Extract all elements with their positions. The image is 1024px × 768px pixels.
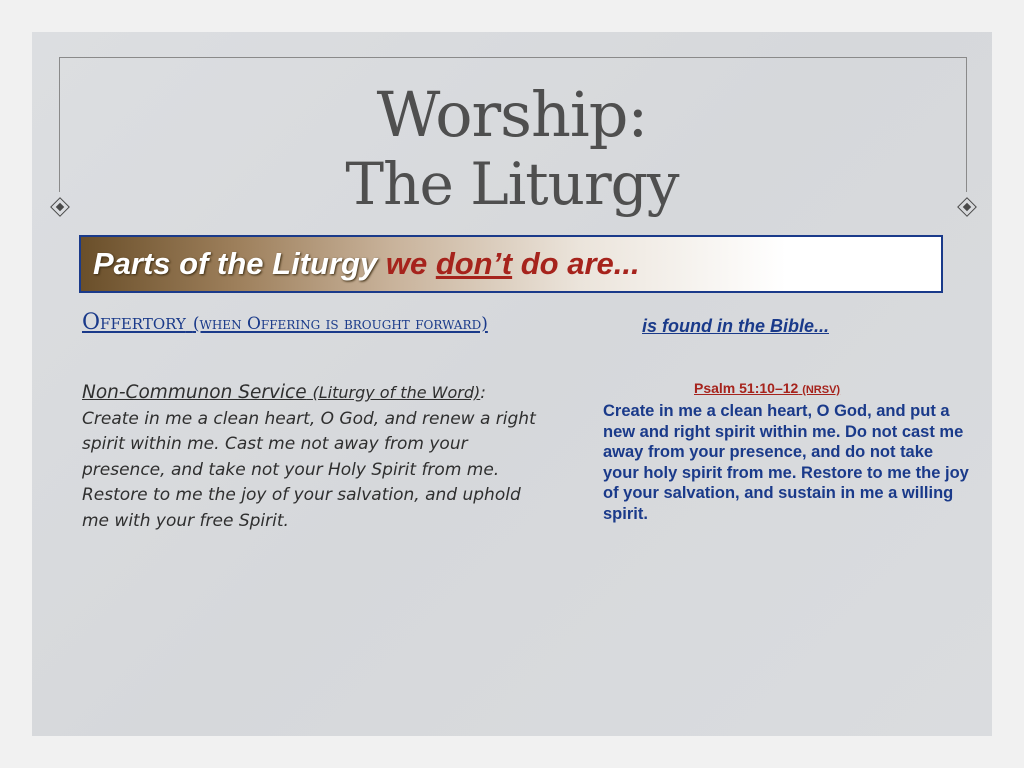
found-in-bible-label: is found in the Bible... (642, 316, 829, 336)
offertory-title: Offertory (82, 310, 186, 335)
banner-text-part4: do are... (520, 246, 640, 281)
frame-top-line (59, 57, 967, 58)
banner-text-part3: don’t (435, 246, 513, 281)
psalm-text: Create in me a clean heart, O God, and put a new and right spirit within me. Do not cast me away from your presence, and do not take your holy spirit from me. Restore to me the joy of your salvation, and sustain in me a willing spirit. (603, 402, 969, 523)
slide-subtitle: The Liturgy (345, 150, 679, 218)
banner-text-part1: Parts of the Liturgy (93, 246, 378, 281)
liturgy-heading (82, 382, 480, 403)
offertory-heading (82, 310, 488, 335)
psalm-reference-text: Psalm 51:10–12 (694, 380, 799, 396)
slide-title: Worship: (376, 78, 648, 151)
psalm-reference (694, 380, 840, 396)
liturgy-heading-sub: (Liturgy of the Word) (312, 383, 481, 402)
liturgy-body: Create in me a clean heart, O God, and renew a right spirit within me. Cast me not away from your presence, and take not your Holy Spirit from me. Restore to me the joy of your salvation, and uphold me with your free Spirit. (82, 408, 536, 531)
banner (79, 235, 943, 293)
liturgy-text-block: Non-Communon Service (Liturgy of the Word): Create in me a clean heart, O God, and renew a right spirit within me. Cast me not away from your presence, and take not your Holy Spirit from me. Restore to me the joy of your salvation, and uphold me with your free Spirit. (82, 382, 536, 531)
banner-text (93, 246, 640, 282)
offertory-subtitle: (when Offering is brought forward) (192, 314, 488, 334)
liturgy-heading-main: Non-Communon Service (82, 382, 307, 403)
psalm-version: (NRSV) (802, 384, 841, 396)
banner-text-part2: we (385, 246, 428, 281)
